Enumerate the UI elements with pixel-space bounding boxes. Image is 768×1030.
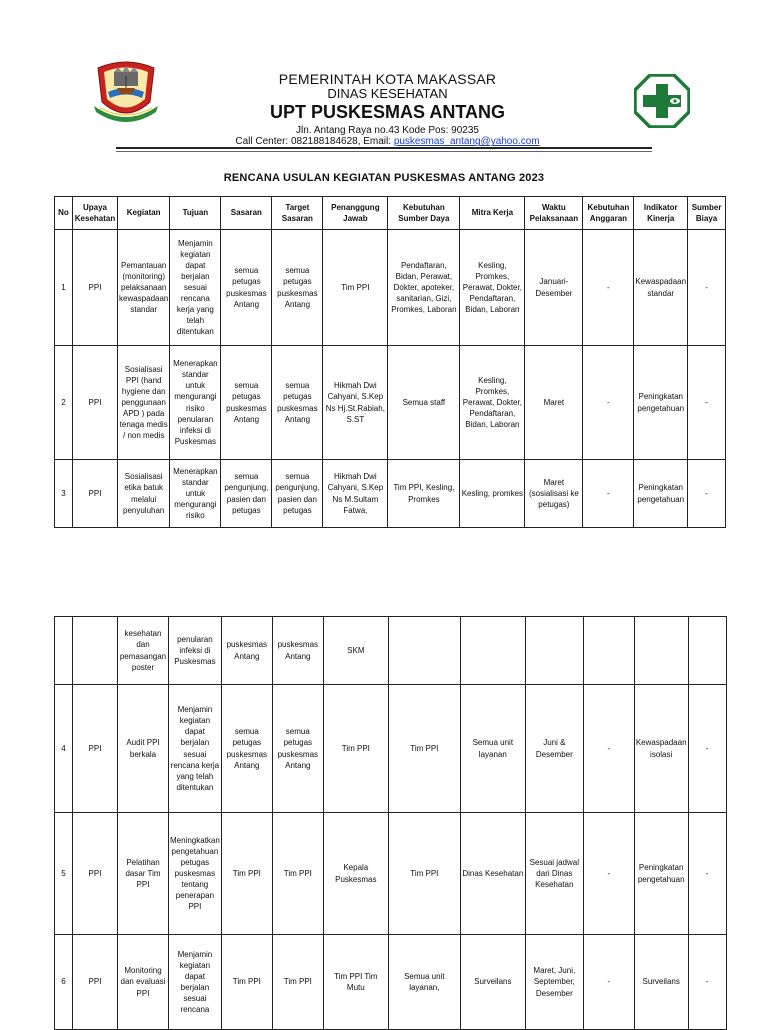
- table-cell: -: [583, 460, 634, 528]
- table-cell: Kesling, promkes: [460, 460, 525, 528]
- table-cell: Tim PPI: [323, 230, 388, 346]
- table-cell: Maret: [525, 346, 583, 460]
- email-link[interactable]: puskesmas_antang@yahoo.com: [393, 136, 540, 148]
- table-cell: -: [583, 685, 634, 813]
- column-header: No: [55, 197, 73, 230]
- table-cell: Kewaspadaan standar: [634, 230, 688, 346]
- table-cell: Tim PPI Tim Mutu: [323, 935, 388, 1030]
- column-header: Upaya Kesehatan: [73, 197, 118, 230]
- table-cell: SKM: [323, 617, 388, 685]
- table-cell: Hikmah Dwi Cahyani, S.Kep Ns Hj.St.Rabiah, S.ST: [323, 346, 388, 460]
- table-cell: Pelatihan dasar Tim PPI: [118, 813, 169, 935]
- table-cell: Kepala Puskesmas: [323, 813, 388, 935]
- table-cell: Sosialisasi etika batuk melalui penyuluhan: [118, 460, 170, 528]
- table-cell: Maret (sosialisasi ke petugas): [525, 460, 583, 528]
- header-rule: [116, 147, 652, 149]
- column-header: Target Sasaran: [272, 197, 323, 230]
- activity-table-page-2: [54, 616, 727, 1030]
- document-title: RENCANA USULAN KEGIATAN PUSKESMAS ANTANG 2023: [223, 172, 545, 184]
- table-cell: Peningkatan pengetahuan: [634, 346, 688, 460]
- table-cell: Maret, Juni, September, Desember: [525, 935, 583, 1030]
- letterhead: [0, 0, 768, 160]
- table-cell: PPI: [73, 346, 118, 460]
- table-row: [55, 346, 726, 460]
- column-header: Mitra Kerja: [460, 197, 525, 230]
- table-cell: semua pengunjung, pasien dan petugas: [272, 460, 323, 528]
- table-cell: -: [583, 935, 634, 1030]
- table-cell: semua petugas puskesmas Antang: [221, 346, 272, 460]
- table-cell: Hikmah Dwi Cahyani, S.Kep Ns M.Sultam Fatwa,: [323, 460, 388, 528]
- table-cell: [73, 617, 118, 685]
- table-cell: Pemantauan (monitoring) pelaksanaan kewaspadaan standar: [118, 230, 170, 346]
- table-cell: Monitoring dan evaluasi PPI: [118, 935, 169, 1030]
- table-cell: semua petugas puskesmas Antang: [272, 346, 323, 460]
- table-cell: -: [583, 813, 634, 935]
- header-rule-thin: [116, 151, 652, 152]
- table-cell: Menerapkan standar untuk mengurangi risiko: [170, 460, 221, 528]
- table-cell: Surveilans: [634, 935, 688, 1030]
- table-cell: PPI: [73, 230, 118, 346]
- table-cell: -: [583, 346, 634, 460]
- table-cell: [55, 617, 73, 685]
- table-cell: Menjamin kegiatan dapat berjalan sesuai rencana kerja yang telah ditentukan: [170, 230, 221, 346]
- table-cell: semua petugas puskesmas Antang: [272, 230, 323, 346]
- table-cell: 5: [55, 813, 73, 935]
- table-cell: [688, 617, 726, 685]
- table-cell: penularan infeksi di Puskesmas: [169, 617, 222, 685]
- call-center: Call Center: 082188184628, Email:: [235, 136, 394, 148]
- puskesmas-logo-icon: [634, 74, 690, 128]
- table-cell: Peningkatan pengetahuan: [634, 460, 688, 528]
- table-cell: Menjamin kegiatan dapat berjalan sesuai rencana: [169, 935, 222, 1030]
- table-cell: Kewaspadaan isolasi: [634, 685, 688, 813]
- table-cell: kesehatan dan pemasangan poster: [118, 617, 169, 685]
- table-cell: -: [688, 460, 726, 528]
- table-cell: -: [583, 230, 634, 346]
- table-row: [55, 685, 727, 813]
- table-cell: -: [688, 230, 726, 346]
- table-cell: puskesmas Antang: [221, 617, 272, 685]
- table-cell: Sosialisasi PPI (hand hygiene dan penggunaan APD ) pada tenaga medis / non medis: [118, 346, 170, 460]
- address: Jln. Antang Raya no.43 Kode Pos: 90235: [296, 125, 479, 137]
- table-cell: 3: [55, 460, 73, 528]
- table-cell: Menerapkan standar untuk mengurangi risiko penularan infeksi di Puskesmas: [170, 346, 221, 460]
- table-cell: Kesling, Promkes, Perawat, Dokter, Pendaftaran, Bidan, Laboran: [460, 230, 525, 346]
- table-cell: semua petugas puskesmas Antang: [272, 685, 323, 813]
- table-cell: Peningkatan pengetahuan: [634, 813, 688, 935]
- table-cell: 4: [55, 685, 73, 813]
- table-cell: PPI: [73, 460, 118, 528]
- table-cell: semua petugas puskesmas Antang: [221, 230, 272, 346]
- table-cell: Meningkatkan pengetahuan petugas puskesmas tentang penerapan PPI: [169, 813, 222, 935]
- table-cell: Tim PPI: [272, 813, 323, 935]
- table-cell: [460, 617, 525, 685]
- column-header: Sasaran: [221, 197, 272, 230]
- table-cell: Semua staff: [388, 346, 460, 460]
- activity-table-page-1: [54, 196, 726, 528]
- table-cell: [634, 617, 688, 685]
- table-cell: semua petugas puskesmas Antang: [221, 685, 272, 813]
- column-header: Sumber Biaya: [688, 197, 726, 230]
- table-row: [55, 813, 727, 935]
- table-cell: Juni & Desember: [525, 685, 583, 813]
- table-cell: 2: [55, 346, 73, 460]
- letterhead-text: [150, 72, 625, 147]
- table-cell: Menjamin kegiatan dapat berjalan sesuai rencana kerja yang telah ditentukan: [169, 685, 222, 813]
- table-cell: Surveilans: [460, 935, 525, 1030]
- table-cell: puskesmas Antang: [272, 617, 323, 685]
- table-cell: PPI: [73, 935, 118, 1030]
- table-cell: Pendaftaran, Bidan, Perawat, Dokter, apoteker, sanitarian, Gizi, Promkes, Laboran: [388, 230, 460, 346]
- table-row: [55, 230, 726, 346]
- column-header: Tujuan: [170, 197, 221, 230]
- table-header-row: [55, 197, 726, 230]
- table-cell: Tim PPI: [388, 813, 460, 935]
- table-row: [55, 460, 726, 528]
- table-cell: Tim PPI: [272, 935, 323, 1030]
- column-header: Waktu Pelaksanaan: [525, 197, 583, 230]
- table-cell: Tim PPI, Kesling, Promkes: [388, 460, 460, 528]
- table-cell: Januari-Desember: [525, 230, 583, 346]
- column-header: Kegiatan: [118, 197, 170, 230]
- table-cell: Audit PPI berkala: [118, 685, 169, 813]
- table-cell: -: [688, 685, 726, 813]
- table-cell: Tim PPI: [388, 685, 460, 813]
- column-header: Penanggung Jawab: [323, 197, 388, 230]
- table-cell: Semua unit layanan,: [388, 935, 460, 1030]
- table-cell: 6: [55, 935, 73, 1030]
- table-cell: [388, 617, 460, 685]
- government-name: PEMERINTAH KOTA MAKASSAR: [278, 71, 497, 87]
- table-cell: semua pengunjung, pasien dan petugas: [221, 460, 272, 528]
- contact-line: [150, 136, 625, 147]
- table-cell: PPI: [73, 685, 118, 813]
- table-cell: -: [688, 935, 726, 1030]
- column-header: Kebutuhan Anggaran: [583, 197, 634, 230]
- column-header: Kebutuhan Sumber Daya: [388, 197, 460, 230]
- table-cell: Tim PPI: [221, 813, 272, 935]
- table-cell: PPI: [73, 813, 118, 935]
- department-name: DINAS KESEHATAN: [327, 86, 448, 102]
- table-cell: -: [688, 813, 726, 935]
- table-cell: -: [688, 346, 726, 460]
- table-cell: [525, 617, 583, 685]
- table-cell: [583, 617, 634, 685]
- table-cell: Semua unit layanan: [460, 685, 525, 813]
- table-cell: 1: [55, 230, 73, 346]
- organization-name: UPT PUSKESMAS ANTANG: [269, 101, 505, 122]
- table-row: [55, 617, 727, 685]
- table-cell: Sesuai jadwal dari Dinas Kesehatan: [525, 813, 583, 935]
- table-cell: Dinas Kesehatan: [460, 813, 525, 935]
- table-row: [55, 935, 727, 1030]
- table-cell: Kesling, Promkes, Perawat, Dokter, Pendaftaran, Bidan, Laboran: [460, 346, 525, 460]
- column-header: Indikator Kinerja: [634, 197, 688, 230]
- table-cell: Tim PPI: [323, 685, 388, 813]
- table-cell: Tim PPI: [221, 935, 272, 1030]
